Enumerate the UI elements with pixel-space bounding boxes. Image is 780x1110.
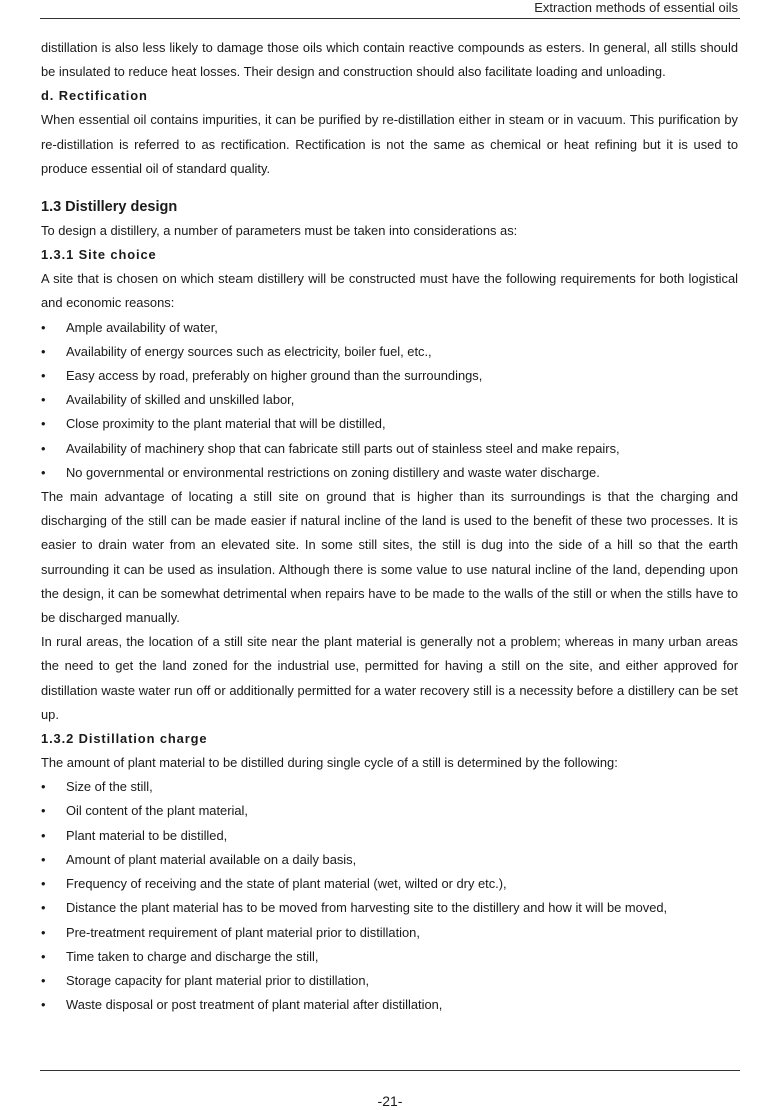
bullet-icon: • xyxy=(41,319,46,335)
site-choice-paragraph-2: In rural areas, the location of a still site near the plant material is generally not a problem; whereas in many urban areas the need to get the land zoned for the industrial use, permitted for having a still on the site, and either approved for distillation waste water run off or additionally permitted for a water recovery still is a necessity before a distillery can be set up. xyxy=(41,634,738,722)
bullet-icon: • xyxy=(41,392,46,408)
bullet-icon: • xyxy=(41,440,46,456)
list-item: • Frequency of receiving and the state of plant material (wet, wilted or dry etc.), xyxy=(41,872,738,896)
bullet-icon: • xyxy=(41,900,46,916)
bullet-icon: • xyxy=(41,924,46,940)
page-header xyxy=(40,0,740,19)
bullet-icon: • xyxy=(41,827,46,843)
bullet-icon: • xyxy=(41,803,46,819)
bullet-icon: • xyxy=(41,972,46,988)
page-body xyxy=(41,36,738,1017)
distillery-design-intro: To design a distillery, a number of parameters must be taken into considerations as: xyxy=(41,223,518,239)
site-choice-intro: A site that is chosen on which steam distillery will be constructed must have the following requirements for both logistical and economic reasons: xyxy=(41,271,738,311)
list-item: • Easy access by road, preferably on higher ground than the surroundings, xyxy=(41,364,738,388)
bullet-icon: • xyxy=(41,948,46,964)
list-item: • Availability of energy sources such as electricity, boiler fuel, etc., xyxy=(41,340,738,364)
bullet-icon: • xyxy=(41,464,46,480)
list-item: • Plant material to be distilled, xyxy=(41,824,738,848)
footer-divider xyxy=(40,1070,740,1071)
list-item: • Amount of plant material available on a daily basis, xyxy=(41,848,738,872)
bullet-icon: • xyxy=(41,876,46,892)
rectification-paragraph: When essential oil contains impurities, it can be purified by re-distillation either in steam or in vacuum. This purification by re-distillation is referred to as rectification. Rectification is not the same as chemical or heat refining but it is used to produce essential oil of standard quality. xyxy=(41,112,738,176)
bullet-icon: • xyxy=(41,416,46,432)
page-number: -21- xyxy=(377,1093,403,1109)
intro-paragraph: distillation is also less likely to damage those oils which contain reactive compounds as esters. In general, all stills should be insulated to reduce heat losses. Their design and construction should also facilitate loading and unloading. xyxy=(41,40,738,80)
bullet-icon: • xyxy=(41,343,46,359)
list-item: • Storage capacity for plant material prior to distillation, xyxy=(41,969,738,993)
list-item: • Size of the still, xyxy=(41,775,738,799)
distillation-charge-intro: The amount of plant material to be distilled during single cycle of a still is determined by the following: xyxy=(41,755,618,771)
site-choice-paragraph-1: The main advantage of locating a still site on ground that is higher than its surroundings is that the charging and discharging of the still can be made easier if natural incline of the land is used to the benefit of these two processes. It is easier to drain water from an elevated site. In some still sites, the still is dug into the side of a hill so that the earth surrounding it can be used as insulation. Although there is some value to use natural incline of the land, depending upon the design, it can be somewhat detrimental when repairs have to be made to the walls of the still or when the stills have to be discharged manually. xyxy=(41,489,738,626)
distillation-charge-heading: 1.3.2 Distillation charge xyxy=(41,731,208,747)
list-item: • Oil content of the plant material, xyxy=(41,799,738,823)
rectification-heading: d. Rectification xyxy=(41,88,148,104)
list-item: • Pre-treatment requirement of plant material prior to distillation, xyxy=(41,921,738,945)
list-item: • Waste disposal or post treatment of plant material after distillation, xyxy=(41,993,738,1017)
bullet-icon: • xyxy=(41,997,46,1013)
list-item: • Availability of skilled and unskilled labor, xyxy=(41,388,738,412)
site-choice-heading: 1.3.1 Site choice xyxy=(41,247,157,263)
distillation-charge-list xyxy=(41,775,738,1017)
list-item: • Distance the plant material has to be moved from harvesting site to the distillery and how it will be moved, xyxy=(41,896,738,920)
site-requirements-list xyxy=(41,316,738,485)
list-item: • No governmental or environmental restrictions on zoning distillery and waste water discharge. xyxy=(41,461,738,485)
list-item: • Close proximity to the plant material that will be distilled, xyxy=(41,412,738,436)
bullet-icon: • xyxy=(41,851,46,867)
list-item: • Ample availability of water, xyxy=(41,316,738,340)
section-heading-distillery-design: 1.3 Distillery design xyxy=(41,199,178,216)
list-item: • Time taken to charge and discharge the still, xyxy=(41,945,738,969)
list-item: • Availability of machinery shop that can fabricate still parts out of stainless steel and make repairs, xyxy=(41,437,738,461)
bullet-icon: • xyxy=(41,368,46,384)
bullet-icon: • xyxy=(41,779,46,795)
running-header-title: Extraction methods of essential oils xyxy=(534,0,738,15)
